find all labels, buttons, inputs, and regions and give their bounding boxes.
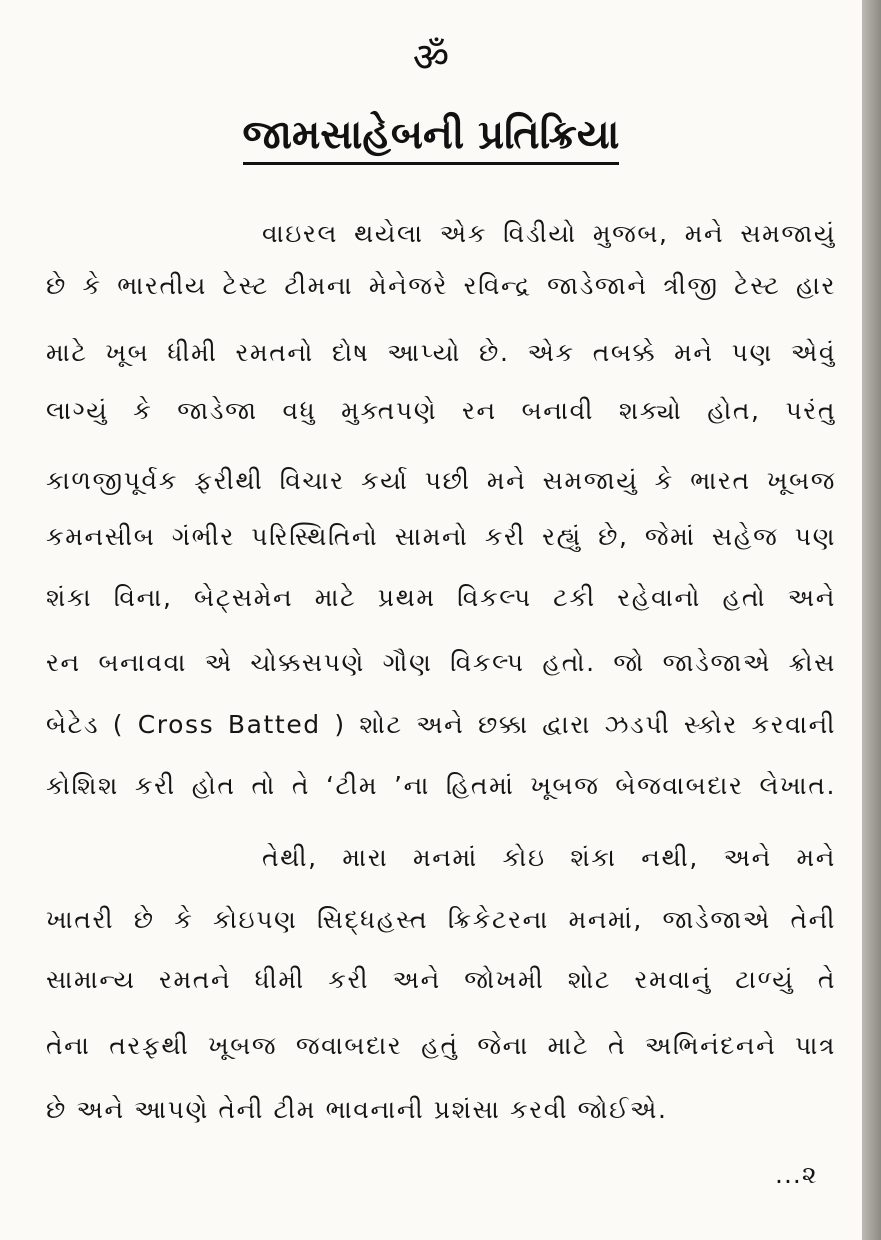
paragraph-line: છે કે ભારતીય ટેસ્ટ ટીમના મેનેજરે રવિન્દ્ર જાડેજાને ત્રીજી ટેસ્ટ હાર <box>46 271 836 300</box>
page-title-text: જામસાહેબની પ્રતિક્રિયા <box>243 112 620 165</box>
paragraph-line: કમનસીબ ગંભીર પરિસ્થિતિનો સામનો કરી રહ્યું છે, જેમાં સહેજ પણ <box>46 522 836 551</box>
continuation-marker: ...૨ <box>775 1160 818 1189</box>
paragraph-line: કોશિશ કરી હોત તો તે ‘ટીમ ’ના હિતમાં ખૂબજ બેજવાબદાર લેખાત. <box>46 771 836 800</box>
paragraph-line: માટે ખૂબ ધીમી રમતનો દોષ આપ્યો છે. એક તબક્કે મને પણ એવું <box>46 338 836 367</box>
paragraph-line: શંકા વિના, બેટ્સમેન માટે પ્રથમ વિકલ્પ ટકી રહેવાનો હતો અને <box>46 583 836 612</box>
paragraph-line: ખાતરી છે કે કોઇપણ સિદ્ધહસ્ત ક્રિકેટરના મનમાં, જાડેજાએ તેની <box>46 905 836 934</box>
paragraph-line: કાળજીપૂર્વક ફરીથી વિચાર કર્યા પછી મને સમજાયું કે ભારત ખૂબજ <box>46 466 836 495</box>
paragraph-line: વાઇરલ થયેલા એક વિડીયો મુજબ, મને સમજાયું <box>262 219 836 248</box>
paragraph-line: લાગ્યું કે જાડેજા વધુ મુક્તપણે રન બનાવી શક્યો હોત, પરંતુ <box>46 396 836 425</box>
paragraph-line: બેટેડ ( Cross Batted ) શોટ અને છક્કા દ્વારા ઝડપી સ્કોર કરવાની <box>46 710 836 739</box>
om-symbol: ॐ <box>412 35 450 81</box>
paragraph-line: સામાન્ય રમતને ધીમી કરી અને જોખમી શોટ રમવાનું ટાળ્યું તે <box>46 965 836 994</box>
page-edge-shadow <box>862 0 881 1240</box>
paragraph-line: તેથી, મારા મનમાં કોઇ શંકા નથી, અને મને <box>262 843 836 872</box>
paragraph-line: તેના તરફથી ખૂબજ જવાબદાર હતું જેના માટે તે અભિનંદનને પાત્ર <box>46 1031 836 1060</box>
page-title <box>0 112 862 158</box>
paragraph-line: રન બનાવવા એ ચોક્કસપણે ગૌણ વિકલ્પ હતો. જો જાડેજાએ ક્રોસ <box>46 648 836 677</box>
paragraph-line: છે અને આપણે તેની ટીમ ભાવનાની પ્રશંસા કરવી જોઈએ. <box>46 1095 668 1124</box>
